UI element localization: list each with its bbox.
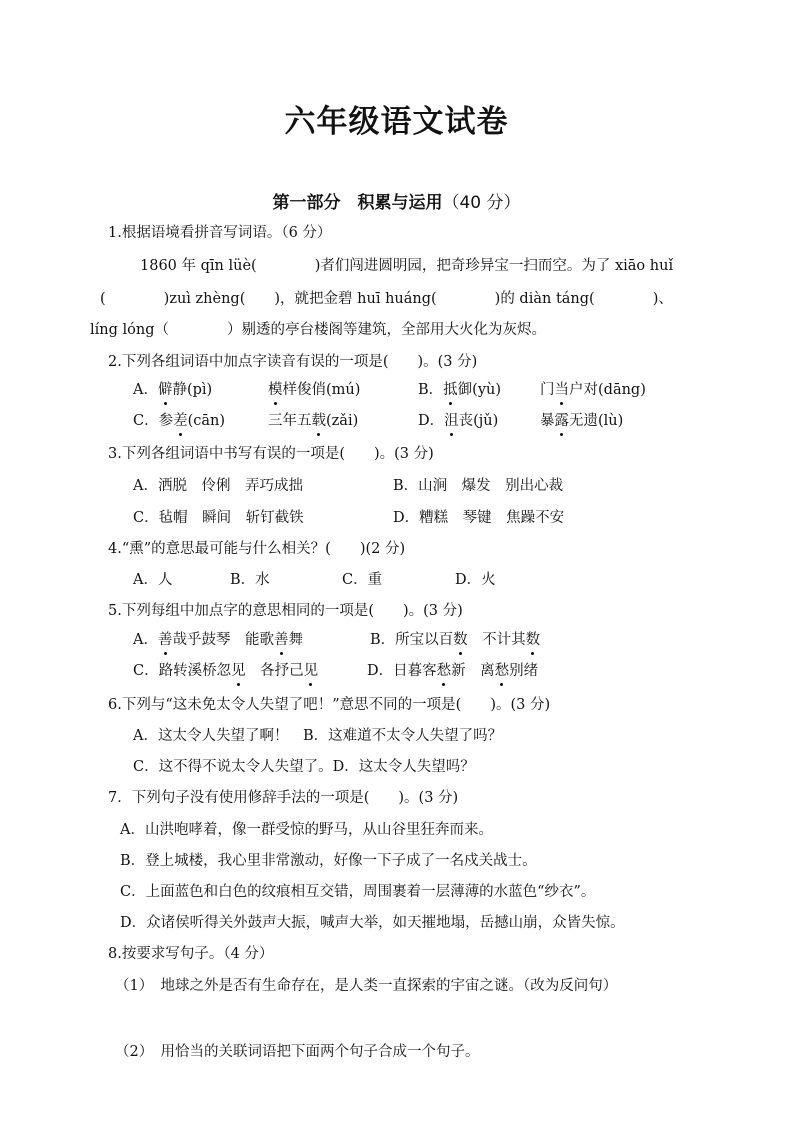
q5-option-b: B．所宝以百数 不计其数 <box>370 632 541 648</box>
q2-option-a1: A．僻静(pì) <box>133 382 213 398</box>
q3-option-b: B．山涧 爆发 别出心裁 <box>393 478 564 494</box>
q2-option-b1: B．抵御(yù) <box>418 382 502 398</box>
q6-options-ab: A．这太令人失望了啊！ B．这难道不太令人失望了吗？ <box>133 728 503 744</box>
q1-line1: 1860 年 qīn lüè( )者们闯进圆明园，把奇珍异宝一扫而空。为了 xiāo huǐ <box>140 258 674 274</box>
q6-options-cd: C．这不得不说太令人失望了。D．这太令人失望吗？ <box>133 759 475 775</box>
q6-stem: 6.下列与“这未免太令人失望了吧！”意思不同的一项是( )。(3 分) <box>108 697 551 713</box>
q8-stem: 8.按要求写句子。（4 分） <box>108 946 274 962</box>
q4-option-b: B．水 <box>230 572 270 588</box>
q7-option-a: A．山洪咆哮着，像一群受惊的野马，从山谷里狂奔而来。 <box>120 822 493 838</box>
q2-option-d2: 暴露无遗(lù) <box>540 413 624 429</box>
q2-option-d1: D．沮丧(jǔ) <box>418 413 499 429</box>
q4-option-a: A．人 <box>133 572 173 588</box>
q2-option-c1: C．参差(cān) <box>133 413 226 429</box>
q8-sentence-1: （1） 地球之外是否有生命存在，是人类一直探索的宇宙之谜。（改为反问句） <box>115 978 618 994</box>
q1-line2: ( )zuì zhèng( )，就把金碧 huī huáng( )的 diàn táng( )、 <box>100 291 673 307</box>
q2-option-a2: 模样俊俏(mú) <box>268 382 361 398</box>
q3-stem: 3.下列各组词语中书写有误的一项是( )。(3 分) <box>108 446 434 462</box>
q7-option-d: D．众诸侯听得关外鼓声大振，喊声大举，如天摧地塌，岳撼山崩，众皆失惊。 <box>120 915 625 931</box>
q2-stem: 2.下列各组词语中加点字读音有误的一项是( )。(3 分) <box>108 354 478 370</box>
page-title: 六年级语文试卷 <box>284 104 509 140</box>
q4-option-d: D．火 <box>455 572 496 588</box>
q1-line3: líng lóng（ ）剔透的亭台楼阁等建筑，全部用大火化为灰烬。 <box>90 322 546 338</box>
section-name: 第一部分 积累与运用 <box>272 193 443 213</box>
q3-option-c: C．毡帽 瞬间 斩钉截铁 <box>133 510 304 526</box>
q2-option-c2: 三年五载(zǎi) <box>268 413 359 429</box>
q7-stem: 7．下列句子没有使用修辞手法的一项是( )。(3 分) <box>108 790 459 806</box>
q5-option-d: D．日暮客愁新 离愁别绪 <box>367 663 539 679</box>
q5-stem: 5.下列每组中加点字的意思相同的一项是( )。(3 分) <box>108 603 463 619</box>
q3-option-d: D．糟糕 琴键 焦躁不安 <box>393 510 565 526</box>
q7-option-b: B．登上城楼，我心里非常激动，好像一下子成了一名戍关战士。 <box>120 853 537 869</box>
q3-option-a: A．洒脱 伶俐 弄巧成拙 <box>133 478 303 494</box>
q8-sentence-2: （2） 用恰当的关联词语把下面两个句子合成一个句子。 <box>115 1044 480 1060</box>
q5-option-a: A．善哉乎鼓琴 能歌善舞 <box>133 632 303 648</box>
q1-stem: 1.根据语境看拼音写词语。（6 分） <box>108 225 332 241</box>
q2-option-b2: 门当户对(dāng) <box>540 382 646 398</box>
q4-option-c: C．重 <box>342 572 383 588</box>
section-points: （40 分） <box>442 193 521 213</box>
q5-option-c: C．路转溪桥忽见 各抒己见 <box>133 663 319 679</box>
q7-option-c: C．上面蓝色和白色的纹痕相互交错，周围裹着一层薄薄的水蓝色“纱衣”。 <box>120 884 596 900</box>
section-heading <box>0 188 793 213</box>
q4-stem: 4.“熏”的意思最可能与什么相关？( )(2 分) <box>108 541 406 557</box>
